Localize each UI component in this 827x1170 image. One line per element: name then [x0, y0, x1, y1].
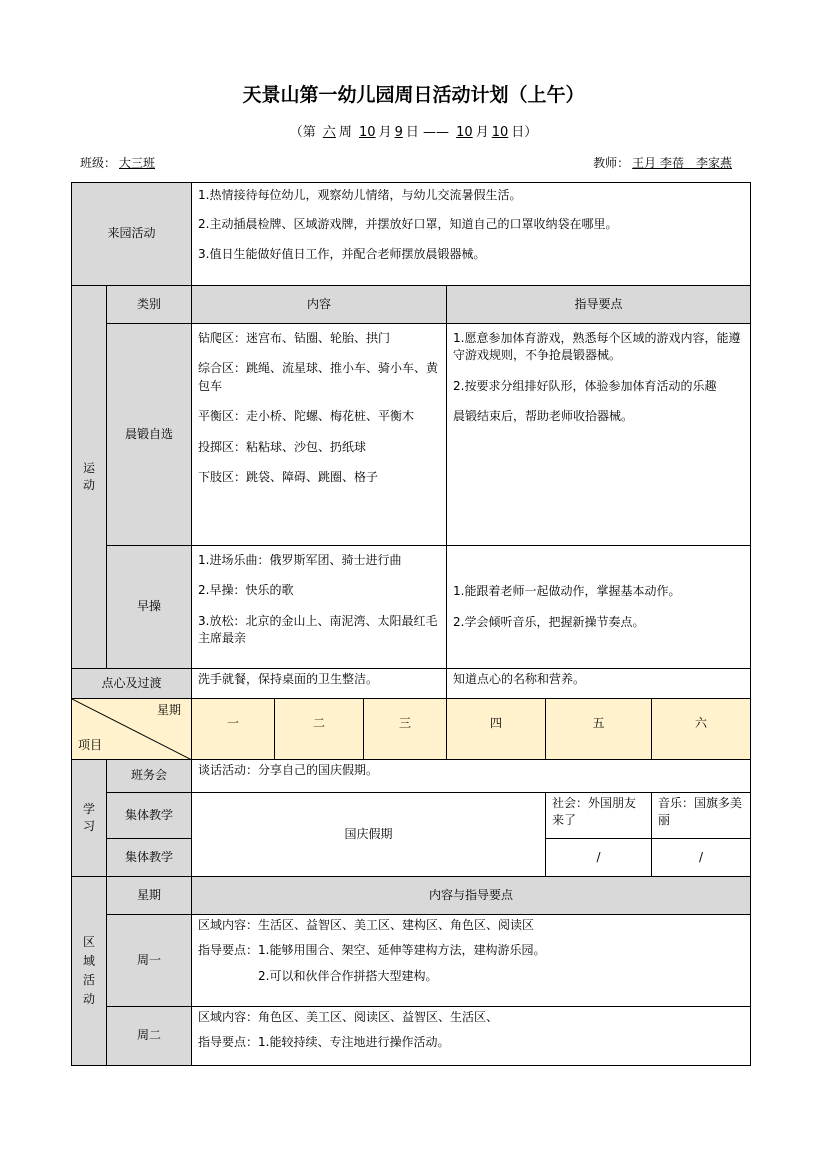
- drill-guide: [447, 546, 751, 669]
- fri-group-teaching: 社会：外国朋友来了: [546, 793, 652, 839]
- arrival-item: 3.值日生能做好值日工作，并配合老师摆放晨锻器械。: [198, 246, 486, 261]
- morning-exercise-guide: [447, 324, 751, 546]
- week-number: 六: [322, 125, 336, 140]
- snack-label: 点心及过渡: [72, 669, 192, 699]
- day-word: 日 ——: [405, 125, 450, 140]
- morning-exercise-row: [72, 324, 751, 546]
- area-line: 区域内容：生活区、益智区、美工区、建构区、角色区、阅读区: [198, 918, 535, 932]
- snack-row: [72, 669, 751, 699]
- area-tuesday-row: [72, 1007, 751, 1066]
- drill-item: 3.放松：北京的金山上、南泥湾、太阳最红毛主席最亲: [198, 613, 438, 646]
- category-header: 类别: [107, 286, 192, 324]
- exercise-label: 运 动: [72, 286, 107, 669]
- area-line: 区域内容：角色区、美工区、阅读区、益智区、生活区、: [198, 1010, 499, 1024]
- zone-item: 综合区：跳绳、流星球、推小车、骑小车、黄包车: [198, 361, 439, 393]
- study-label: 学 习: [72, 760, 107, 877]
- drill-content: [192, 546, 447, 669]
- end-month: 10: [456, 125, 473, 140]
- date-range: [0, 121, 827, 140]
- group-teaching-label: 集体教学: [107, 793, 192, 839]
- drill-item: 2.早操：快乐的歌: [198, 583, 294, 598]
- day-word-close: 日）: [511, 125, 538, 140]
- morning-exercise-label: 晨锻自选: [107, 324, 192, 546]
- class-meeting-row: [72, 760, 751, 793]
- end-day: 10: [491, 125, 509, 140]
- area-day-header: 星期: [107, 877, 192, 915]
- group-teaching-label: 集体教学: [107, 839, 192, 877]
- weekday-header-row: [72, 699, 751, 760]
- teacher-label: 教师：: [593, 156, 630, 170]
- date-open: （第: [289, 125, 316, 140]
- guide-header: 指导要点: [447, 286, 751, 324]
- day-thu: 四: [447, 699, 546, 760]
- drill-row: [72, 546, 751, 669]
- corner-item-label: 项目: [78, 737, 103, 752]
- corner-weekday-label: 星期: [157, 703, 182, 717]
- arrival-item: 2.主动插晨检牌、区域游戏牌，并摆放好口罩，知道自己的口罩收纳袋在哪里。: [198, 217, 618, 232]
- zone-item: 钻爬区：迷宫布、钻圈、轮胎、拱门: [198, 331, 391, 345]
- day-mon: 一: [192, 699, 275, 760]
- drill-label: 早操: [107, 546, 192, 669]
- content-header: 内容: [192, 286, 447, 324]
- group-teaching-row-1: [72, 793, 751, 839]
- arrival-item: 1.热情接待每位幼儿，观察幼儿情绪，与幼儿交流暑假生活。: [198, 188, 522, 202]
- month-word: 月: [378, 125, 392, 140]
- fri-group-teaching-2: /: [546, 839, 652, 877]
- zone-item: 平衡区：走小桥、陀螺、梅花桩、平衡木: [198, 409, 415, 424]
- start-day: 9: [394, 125, 403, 140]
- morning-exercise-content: [192, 324, 447, 546]
- day-tue: 二: [275, 699, 364, 760]
- exercise-header-row: [72, 286, 751, 324]
- area-tuesday-content: [192, 1007, 751, 1066]
- area-tuesday-label: 周二: [107, 1007, 192, 1066]
- area-label: 区 域 活 动: [72, 877, 107, 1066]
- area-content-header: 内容与指导要点: [192, 877, 751, 915]
- area-monday-label: 周一: [107, 915, 192, 1007]
- sat-group-teaching: 音乐：国旗多美丽: [652, 793, 751, 839]
- class-meeting-content: 谈话活动：分享自己的国庆假期。: [192, 760, 751, 793]
- area-header-row: [72, 877, 751, 915]
- zone-item: 投掷区：粘粘球、沙包、扔纸球: [198, 439, 367, 454]
- snack-content: 洗手就餐，保持桌面的卫生整洁。: [192, 669, 447, 699]
- guide-item: 2.按要求分组排好队形，体验参加体育活动的乐趣: [453, 378, 717, 393]
- guide-item: 2.学会倾听音乐，把握新操节奏点。: [453, 614, 645, 629]
- area-monday-row: [72, 915, 751, 1007]
- area-line: 指导要点：1.能够用围合、架空、延伸等建构方法，建构游乐园。: [198, 943, 546, 958]
- week-word: 周: [338, 125, 352, 140]
- day-fri: 五: [546, 699, 652, 760]
- sat-group-teaching-2: /: [652, 839, 751, 877]
- drill-item: 1.进场乐曲：俄罗斯军团、骑士进行曲: [198, 553, 402, 567]
- class-value: 大三班: [119, 156, 156, 170]
- day-sat: 六: [652, 699, 751, 760]
- teacher-info: [593, 154, 735, 171]
- class-meeting-label: 班务会: [107, 760, 192, 793]
- snack-guide: 知道点心的名称和营养。: [447, 669, 751, 699]
- area-line: 2.可以和伙伴合作拼搭大型建构。: [258, 968, 438, 983]
- arrival-label: 来园活动: [72, 183, 192, 286]
- area-monday-content: [192, 915, 751, 1007]
- page-title: 天景山第一幼儿园周日活动计划（上午）: [242, 84, 585, 106]
- teacher-value: 王月 李蓓 李家燕: [632, 156, 732, 170]
- guide-item: 晨锻结束后，帮助老师收拾器械。: [453, 409, 634, 424]
- month-word: 月: [475, 125, 489, 140]
- guide-item: 1.愿意参加体育游戏，熟悉每个区域的游戏内容，能遵守游戏规则，不争抢晨锻器械。: [453, 331, 741, 363]
- arrival-content: [192, 183, 751, 286]
- day-wed: 三: [364, 699, 447, 760]
- activity-plan-table: [71, 182, 751, 1066]
- corner-cell: [72, 699, 192, 760]
- arrival-row: [72, 183, 751, 286]
- zone-item: 下肢区：跳袋、障碍、跳圈、格子: [198, 469, 379, 484]
- area-line: 指导要点：1.能较持续、专注地进行操作活动。: [198, 1035, 450, 1050]
- holiday-cell: 国庆假期: [192, 793, 546, 877]
- start-month: 10: [359, 125, 376, 140]
- class-info: [80, 154, 189, 171]
- class-label: 班级：: [80, 156, 117, 170]
- guide-item: 1.能跟着老师一起做动作，掌握基本动作。: [453, 584, 681, 599]
